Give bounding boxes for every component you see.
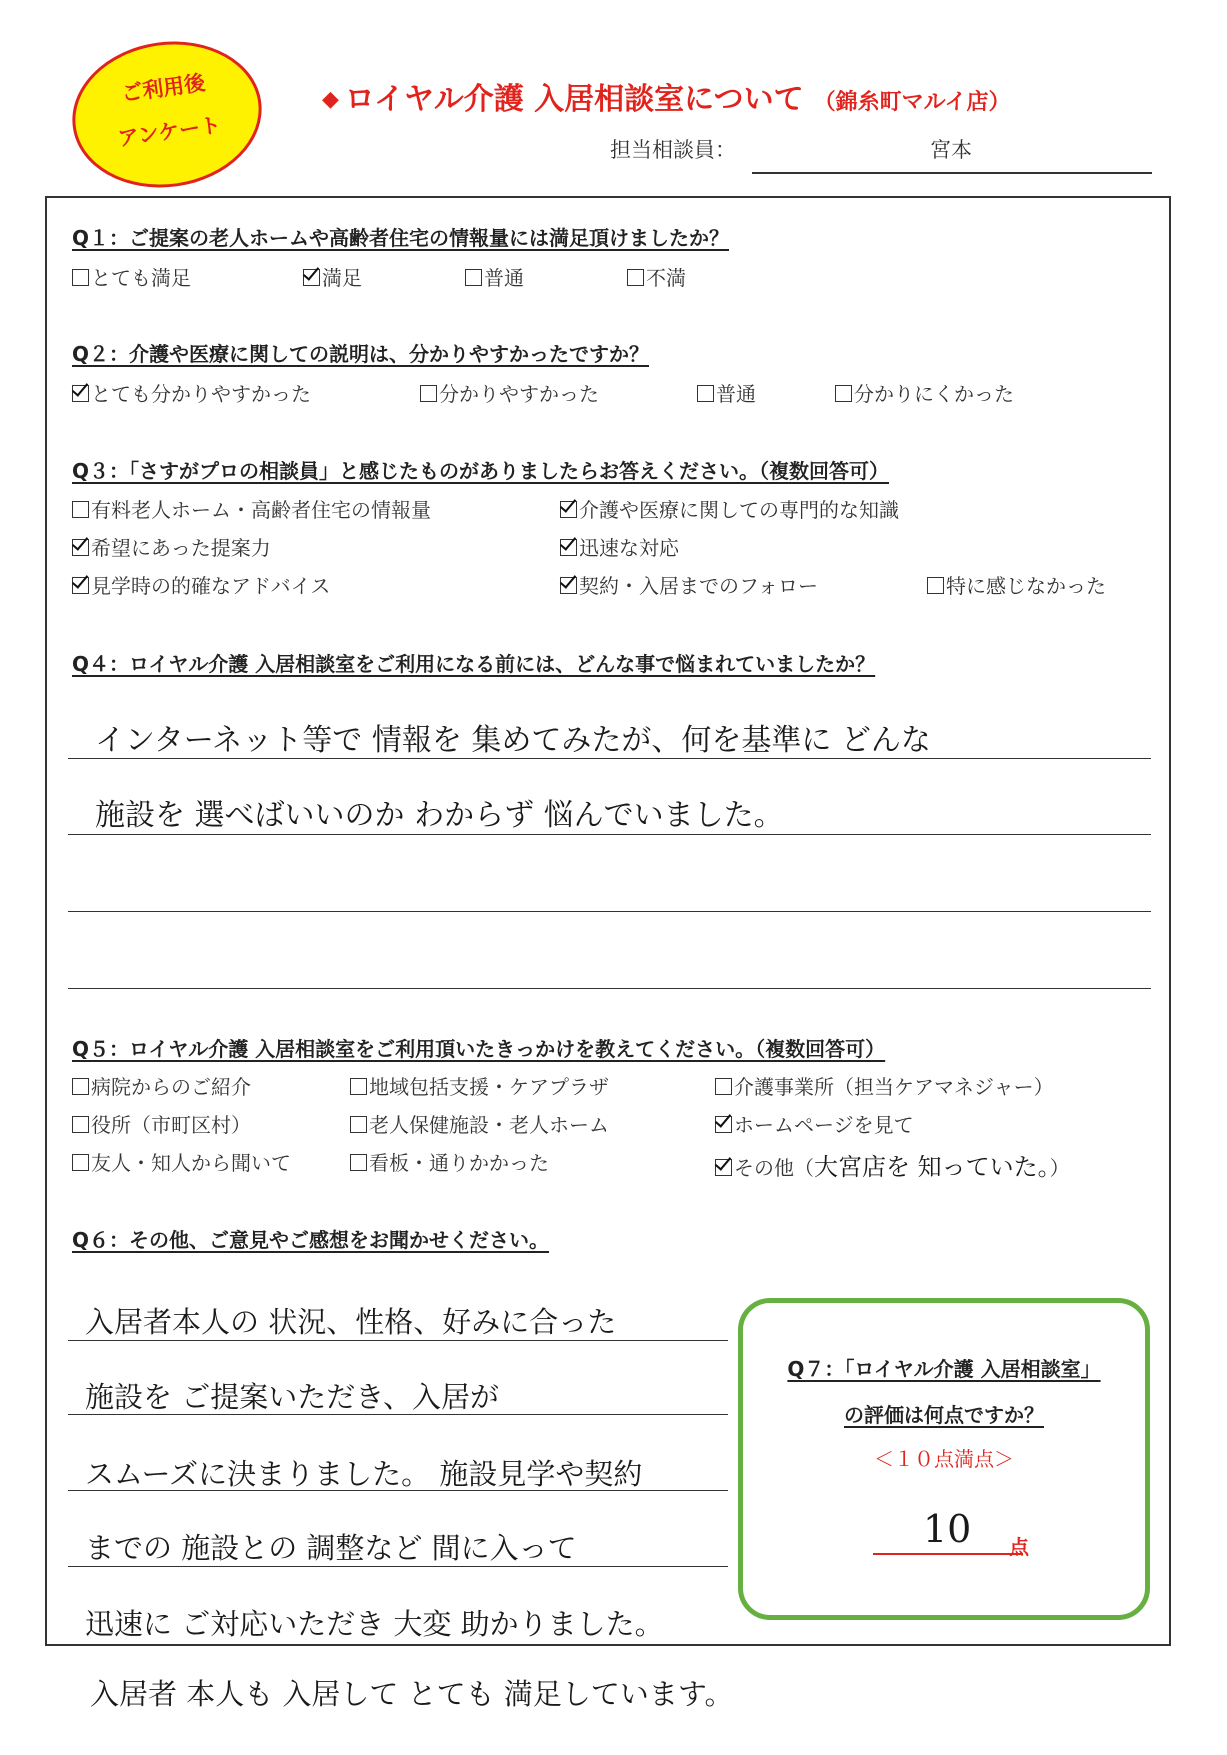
q3-option-4[interactable]: 迅速な対応 <box>560 532 679 561</box>
checkbox[interactable] <box>72 269 89 286</box>
q4-rule-3 <box>68 911 1151 912</box>
q2-option-4[interactable]: 分かりにくかった <box>835 378 1014 407</box>
q7-score: 10 <box>923 1507 972 1551</box>
q6-question: Q６：その他、ご意見やご感想をお聞かせください。 <box>72 1228 550 1252</box>
q6-rule-3 <box>68 1490 728 1491</box>
q3-option-5[interactable]: 見学時の的確なアドバイス <box>72 570 330 599</box>
q5-option-5[interactable]: 老人保健施設・老人ホーム <box>350 1109 609 1138</box>
q5-option-6[interactable]: ホームページを見て <box>715 1109 914 1138</box>
q4-answer-line-2: 施設を 選べばいいのか わからず 悩んでいました。 <box>95 798 784 833</box>
checkbox[interactable] <box>715 1078 732 1095</box>
q5-question: Q５：ロイヤル介護 入居相談室をご利用頂いたきっかけを教えてください。（複数回答可） <box>72 1037 886 1061</box>
q6-answer-line-5: 迅速に ご対応いただき 大変 助かりました。 <box>85 1607 664 1641</box>
checkbox-checked[interactable] <box>560 501 577 518</box>
q7-score-line <box>873 1553 1023 1555</box>
checkbox[interactable] <box>72 1078 89 1095</box>
q3-option-3[interactable]: 希望にあった提案力 <box>72 532 271 561</box>
q6-rule-2 <box>68 1414 728 1415</box>
q5-option-7[interactable]: 友人・知人から聞いて <box>72 1147 291 1176</box>
q5-option-2[interactable]: 地域包括支援・ケアプラザ <box>350 1071 609 1100</box>
q1-option-3[interactable]: 普通 <box>465 262 524 291</box>
checkbox-checked[interactable] <box>715 1159 732 1176</box>
checkbox[interactable] <box>627 269 644 286</box>
q5-option-8[interactable]: 看板・通りかかった <box>350 1147 549 1176</box>
checkbox-checked[interactable] <box>72 577 89 594</box>
q4-rule-2 <box>68 834 1151 835</box>
checkbox-checked[interactable] <box>715 1116 732 1133</box>
page-title-text: ロイヤル介護 入居相談室について <box>344 82 804 117</box>
q2-option-1[interactable]: とても分かりやすかった <box>72 378 311 407</box>
q7-scale: ＜１０点満点＞ <box>874 1447 1014 1471</box>
page-subtitle: （錦糸町マルイ店） <box>813 90 1011 115</box>
q3-option-7[interactable]: 特に感じなかった <box>927 570 1106 599</box>
checkbox[interactable] <box>835 385 852 402</box>
q1-option-1[interactable]: とても満足 <box>72 262 191 291</box>
badge-line2: アンケート <box>116 112 223 151</box>
page-title <box>322 74 1010 118</box>
q3-option-6[interactable]: 契約・入居までのフォロー <box>560 570 818 599</box>
q6-answer-line-4: までの 施設との 調整など 間に入って <box>85 1531 577 1565</box>
checkbox[interactable] <box>465 269 482 286</box>
q6-answer-line-3: スムーズに決まりました。 施設見学や契約 <box>85 1457 643 1491</box>
q7-question-line2: の評価は何点ですか？ <box>844 1403 1044 1427</box>
diamond-icon: ◆ <box>322 87 339 112</box>
q1-question: Q１：ご提案の老人ホームや高齢者住宅の情報量には満足頂けましたか？ <box>72 226 730 250</box>
q3-question: Q３：「さすがプロの相談員」と感じたものがありましたらお答えください。（複数回答可） <box>72 459 890 483</box>
rating-box <box>738 1298 1150 1620</box>
q5-option-3[interactable]: 介護事業所（担当ケアマネジャー） <box>715 1071 1054 1100</box>
q4-question: Q４：ロイヤル介護 入居相談室をご利用になる前には、どんな事で悩まれていましたか？ <box>72 652 876 676</box>
q3-option-2[interactable]: 介護や医療に関しての専門的な知識 <box>560 494 899 523</box>
checkbox[interactable] <box>72 1154 89 1171</box>
q5-option-1[interactable]: 病院からのご紹介 <box>72 1071 251 1100</box>
q2-question: Q２：介護や医療に関しての説明は、分かりやすかったですか？ <box>72 342 650 366</box>
q6-answer-line-1: 入居者本人の 状況、性格、好みに合った <box>85 1305 617 1339</box>
survey-badge <box>63 29 271 199</box>
q5-option-9[interactable]: その他（大宮店を 知っていた。） <box>715 1147 1070 1182</box>
q2-option-2[interactable]: 分かりやすかった <box>420 378 599 407</box>
q1-option-2[interactable]: 満足 <box>303 262 362 291</box>
q3-option-1[interactable]: 有料老人ホーム・高齢者住宅の情報量 <box>72 494 431 523</box>
checkbox[interactable] <box>72 1116 89 1133</box>
checkbox-checked[interactable] <box>72 539 89 556</box>
staff-underline <box>752 172 1152 174</box>
q1-option-4[interactable]: 不満 <box>627 262 686 291</box>
q6-answer-line-2: 施設を ご提案いただき、入居が <box>85 1380 500 1414</box>
q4-rule-4 <box>68 988 1151 989</box>
q4-rule-1 <box>68 758 1151 759</box>
checkbox[interactable] <box>697 385 714 402</box>
q7-unit: 点 <box>1009 1535 1029 1559</box>
q4-answer-line-1: インターネット等で 情報を 集めてみたが、何を基準に どんな <box>95 723 931 758</box>
checkbox[interactable] <box>927 577 944 594</box>
checkbox[interactable] <box>350 1116 367 1133</box>
checkbox-checked[interactable] <box>72 385 89 402</box>
staff-label: 担当相談員： <box>610 138 736 162</box>
checkbox[interactable] <box>72 501 89 518</box>
q2-option-3[interactable]: 普通 <box>697 378 756 407</box>
checkbox[interactable] <box>350 1154 367 1171</box>
checkbox-checked[interactable] <box>560 577 577 594</box>
badge-line1: ご利用後 <box>120 70 207 106</box>
q6-answer-line-6: 入居者 本人も 入居して とても 満足しています。 <box>90 1677 734 1711</box>
q5-other-text: 大宮店を 知っていた。 <box>814 1153 1050 1181</box>
checkbox-checked[interactable] <box>303 269 320 286</box>
q7-question-line1: Q７：「ロイヤル介護 入居相談室」 <box>787 1357 1101 1381</box>
staff-name: 宮本 <box>930 138 972 162</box>
checkbox[interactable] <box>420 385 437 402</box>
checkbox[interactable] <box>350 1078 367 1095</box>
q6-rule-1 <box>68 1340 728 1341</box>
q5-option-4[interactable]: 役所（市町区村） <box>72 1109 251 1138</box>
q6-rule-4 <box>68 1566 728 1567</box>
checkbox-checked[interactable] <box>560 539 577 556</box>
